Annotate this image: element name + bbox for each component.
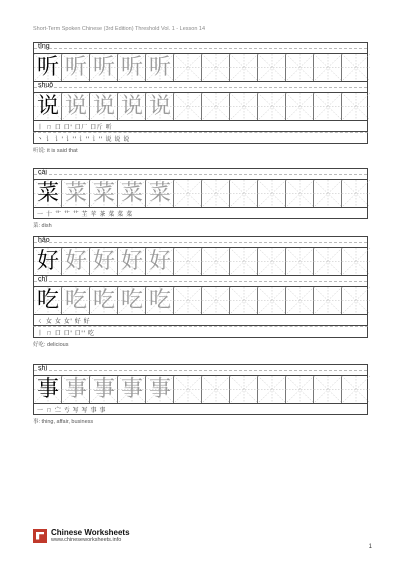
practice-cell[interactable] — [202, 93, 230, 120]
trace-character-cell — [62, 376, 90, 403]
model-character-cell — [34, 287, 62, 314]
trace-character-cell — [118, 93, 146, 120]
trace-character: 说 — [64, 94, 87, 119]
stroke-order: 一 ㄇ 㝉 亐 写 写 事 事 — [33, 404, 368, 415]
trace-character-cell — [118, 376, 146, 403]
cell-guide-lines — [314, 376, 342, 403]
trace-character: 吃 — [92, 288, 115, 313]
practice-cell[interactable] — [314, 180, 342, 207]
practice-cell[interactable] — [258, 54, 286, 81]
stroke-order: 一 十 艹 艹 艹 芏 苹 茶 菜 菜 菜 — [33, 208, 368, 219]
character-row — [33, 179, 368, 208]
practice-cell[interactable] — [286, 93, 314, 120]
trace-character: 菜 — [64, 181, 87, 206]
cell-guide-lines — [342, 248, 370, 275]
cell-guide-lines — [230, 248, 258, 275]
cell-guide-lines — [314, 287, 342, 314]
character-row — [33, 92, 368, 121]
practice-cell[interactable] — [202, 248, 230, 275]
trace-character-cell — [90, 93, 118, 120]
practice-cell[interactable] — [258, 248, 286, 275]
model-character: 事 — [36, 377, 59, 402]
footer-brand — [33, 528, 130, 543]
trace-character-cell — [146, 287, 174, 314]
trace-character: 说 — [148, 94, 171, 119]
model-character-cell — [34, 93, 62, 120]
trace-character: 说 — [120, 94, 143, 119]
stroke-order: 丨 ㄇ 口 口' 口'' 吃 — [33, 326, 368, 338]
practice-cell[interactable] — [286, 54, 314, 81]
cell-guide-lines — [230, 376, 258, 403]
worksheet-group-2 — [33, 168, 368, 229]
trace-character: 吃 — [120, 288, 143, 313]
practice-cell[interactable] — [314, 54, 342, 81]
trace-character: 事 — [148, 377, 171, 402]
worksheet-group-1 — [33, 42, 368, 154]
cell-guide-lines — [174, 93, 202, 120]
cell-guide-lines — [202, 376, 230, 403]
pinyin-row — [33, 364, 368, 375]
cell-guide-lines — [342, 376, 370, 403]
cell-guide-lines — [286, 248, 314, 275]
brand-url[interactable]: www.chineseworksheets.info — [51, 537, 122, 543]
practice-cell[interactable] — [314, 287, 342, 314]
cell-guide-lines — [342, 54, 370, 81]
page-number: 1 — [368, 544, 372, 550]
practice-cell[interactable] — [202, 54, 230, 81]
model-character: 说 — [36, 94, 59, 119]
page-header: Short-Term Spoken Chinese (3rd Edition) Threshold Vol. 1 - Lesson 14 — [33, 26, 206, 32]
pinyin-label: chī — [38, 276, 48, 283]
model-character: 吃 — [36, 288, 59, 313]
practice-cell[interactable] — [174, 180, 202, 207]
character-row — [33, 247, 368, 276]
practice-cell[interactable] — [342, 180, 370, 207]
pinyin-row — [33, 168, 368, 179]
trace-character: 听 — [64, 55, 87, 80]
trace-character-cell — [62, 54, 90, 81]
practice-cell[interactable] — [174, 376, 202, 403]
cell-guide-lines — [314, 93, 342, 120]
practice-cell[interactable] — [342, 248, 370, 275]
pinyin-row — [33, 42, 368, 53]
trace-character: 菜 — [120, 181, 143, 206]
model-character-cell — [34, 248, 62, 275]
trace-character: 好 — [92, 249, 115, 274]
cell-guide-lines — [286, 180, 314, 207]
pinyin-row — [33, 82, 368, 92]
cell-guide-lines — [314, 54, 342, 81]
trace-character: 好 — [120, 249, 143, 274]
cell-guide-lines — [230, 93, 258, 120]
practice-cell[interactable] — [202, 180, 230, 207]
trace-character-cell — [118, 248, 146, 275]
trace-character: 听 — [148, 55, 171, 80]
trace-character: 听 — [92, 55, 115, 80]
trace-character-cell — [90, 54, 118, 81]
trace-character-cell — [90, 180, 118, 207]
pinyin-label: hǎo — [38, 237, 50, 244]
cell-guide-lines — [286, 287, 314, 314]
practice-cell[interactable] — [202, 376, 230, 403]
practice-cell[interactable] — [258, 93, 286, 120]
model-character-cell — [34, 376, 62, 403]
cell-guide-lines — [258, 376, 286, 403]
trace-character: 菜 — [148, 181, 171, 206]
practice-cell[interactable] — [174, 287, 202, 314]
cell-guide-lines — [258, 54, 286, 81]
practice-cell[interactable] — [230, 287, 258, 314]
brand-title: Chinese Worksheets — [51, 528, 130, 537]
chinese-worksheets-logo-icon — [33, 529, 47, 543]
cell-guide-lines — [174, 54, 202, 81]
cell-guide-lines — [230, 180, 258, 207]
trace-character-cell — [118, 287, 146, 314]
practice-cell[interactable] — [258, 376, 286, 403]
pinyin-row — [33, 236, 368, 247]
worksheet-group-3 — [33, 236, 368, 348]
pinyin-label: tīng — [38, 43, 50, 50]
trace-character-cell — [118, 54, 146, 81]
cell-guide-lines — [342, 287, 370, 314]
pinyin-label: shuō — [38, 82, 54, 89]
cell-guide-lines — [230, 54, 258, 81]
trace-character-cell — [62, 248, 90, 275]
practice-cell[interactable] — [258, 287, 286, 314]
trace-character-cell — [62, 180, 90, 207]
cell-guide-lines — [230, 287, 258, 314]
model-character: 菜 — [36, 181, 59, 206]
pinyin-label: cài — [38, 169, 47, 176]
cell-guide-lines — [258, 93, 286, 120]
cell-guide-lines — [202, 287, 230, 314]
stroke-order: 丶 讠 讠' 讠'' 讠'' 讠'' 说 说 说 — [33, 132, 368, 144]
practice-cell[interactable] — [230, 54, 258, 81]
trace-character-cell — [90, 376, 118, 403]
character-row — [33, 53, 368, 82]
practice-cell[interactable] — [342, 93, 370, 120]
practice-cell[interactable] — [342, 376, 370, 403]
cell-guide-lines — [174, 287, 202, 314]
vocab-caption: 菜: dish — [33, 223, 52, 229]
practice-cell[interactable] — [314, 376, 342, 403]
character-row — [33, 375, 368, 404]
trace-character: 好 — [64, 249, 87, 274]
cell-guide-lines — [174, 248, 202, 275]
trace-character-cell — [90, 248, 118, 275]
vocab-caption: 好吃: delicious — [33, 342, 69, 348]
trace-character-cell — [146, 93, 174, 120]
trace-character: 事 — [92, 377, 115, 402]
practice-cell[interactable] — [258, 180, 286, 207]
practice-cell[interactable] — [342, 287, 370, 314]
trace-character-cell — [62, 287, 90, 314]
cell-guide-lines — [258, 287, 286, 314]
cell-guide-lines — [202, 54, 230, 81]
model-character-cell — [34, 180, 62, 207]
trace-character: 听 — [120, 55, 143, 80]
pinyin-label: shì — [38, 365, 48, 372]
practice-cell[interactable] — [314, 93, 342, 120]
practice-cell[interactable] — [286, 180, 314, 207]
trace-character-cell — [146, 54, 174, 81]
model-character-cell — [34, 54, 62, 81]
trace-character-cell — [146, 248, 174, 275]
practice-cell[interactable] — [286, 376, 314, 403]
practice-cell[interactable] — [286, 287, 314, 314]
trace-character-cell — [146, 180, 174, 207]
cell-guide-lines — [342, 93, 370, 120]
trace-character-cell — [90, 287, 118, 314]
vocab-caption: 事: thing, affair, business — [33, 419, 94, 425]
pinyin-row — [33, 276, 368, 286]
trace-character: 事 — [120, 377, 143, 402]
trace-character-cell — [146, 376, 174, 403]
trace-character: 吃 — [148, 288, 171, 313]
cell-guide-lines — [314, 180, 342, 207]
trace-character: 好 — [148, 249, 171, 274]
trace-character: 吃 — [64, 288, 87, 313]
cell-guide-lines — [174, 376, 202, 403]
cell-guide-lines — [286, 54, 314, 81]
practice-cell[interactable] — [230, 248, 258, 275]
practice-cell[interactable] — [230, 93, 258, 120]
practice-cell[interactable] — [314, 248, 342, 275]
practice-cell[interactable] — [286, 248, 314, 275]
worksheet-group-4 — [33, 364, 368, 425]
stroke-order: 丨 ㄇ 口 口' 口厂 口斤 听 — [33, 121, 368, 132]
practice-cell[interactable] — [174, 248, 202, 275]
character-row — [33, 286, 368, 315]
cell-guide-lines — [202, 248, 230, 275]
trace-character: 菜 — [92, 181, 115, 206]
practice-cell[interactable] — [202, 287, 230, 314]
practice-cell[interactable] — [174, 93, 202, 120]
model-character: 听 — [36, 55, 59, 80]
stroke-order: ㄑ 女 女 女' 好 好 — [33, 315, 368, 326]
model-character: 好 — [36, 249, 59, 274]
cell-guide-lines — [258, 248, 286, 275]
trace-character: 事 — [64, 377, 87, 402]
cell-guide-lines — [314, 248, 342, 275]
practice-cell[interactable] — [230, 376, 258, 403]
practice-cell[interactable] — [342, 54, 370, 81]
practice-cell[interactable] — [174, 54, 202, 81]
cell-guide-lines — [258, 180, 286, 207]
cell-guide-lines — [342, 180, 370, 207]
cell-guide-lines — [202, 93, 230, 120]
cell-guide-lines — [286, 376, 314, 403]
trace-character: 说 — [92, 94, 115, 119]
vocab-caption: 听说: it is said that — [33, 148, 78, 154]
cell-guide-lines — [174, 180, 202, 207]
trace-character-cell — [62, 93, 90, 120]
cell-guide-lines — [286, 93, 314, 120]
cell-guide-lines — [202, 180, 230, 207]
practice-cell[interactable] — [230, 180, 258, 207]
trace-character-cell — [118, 180, 146, 207]
